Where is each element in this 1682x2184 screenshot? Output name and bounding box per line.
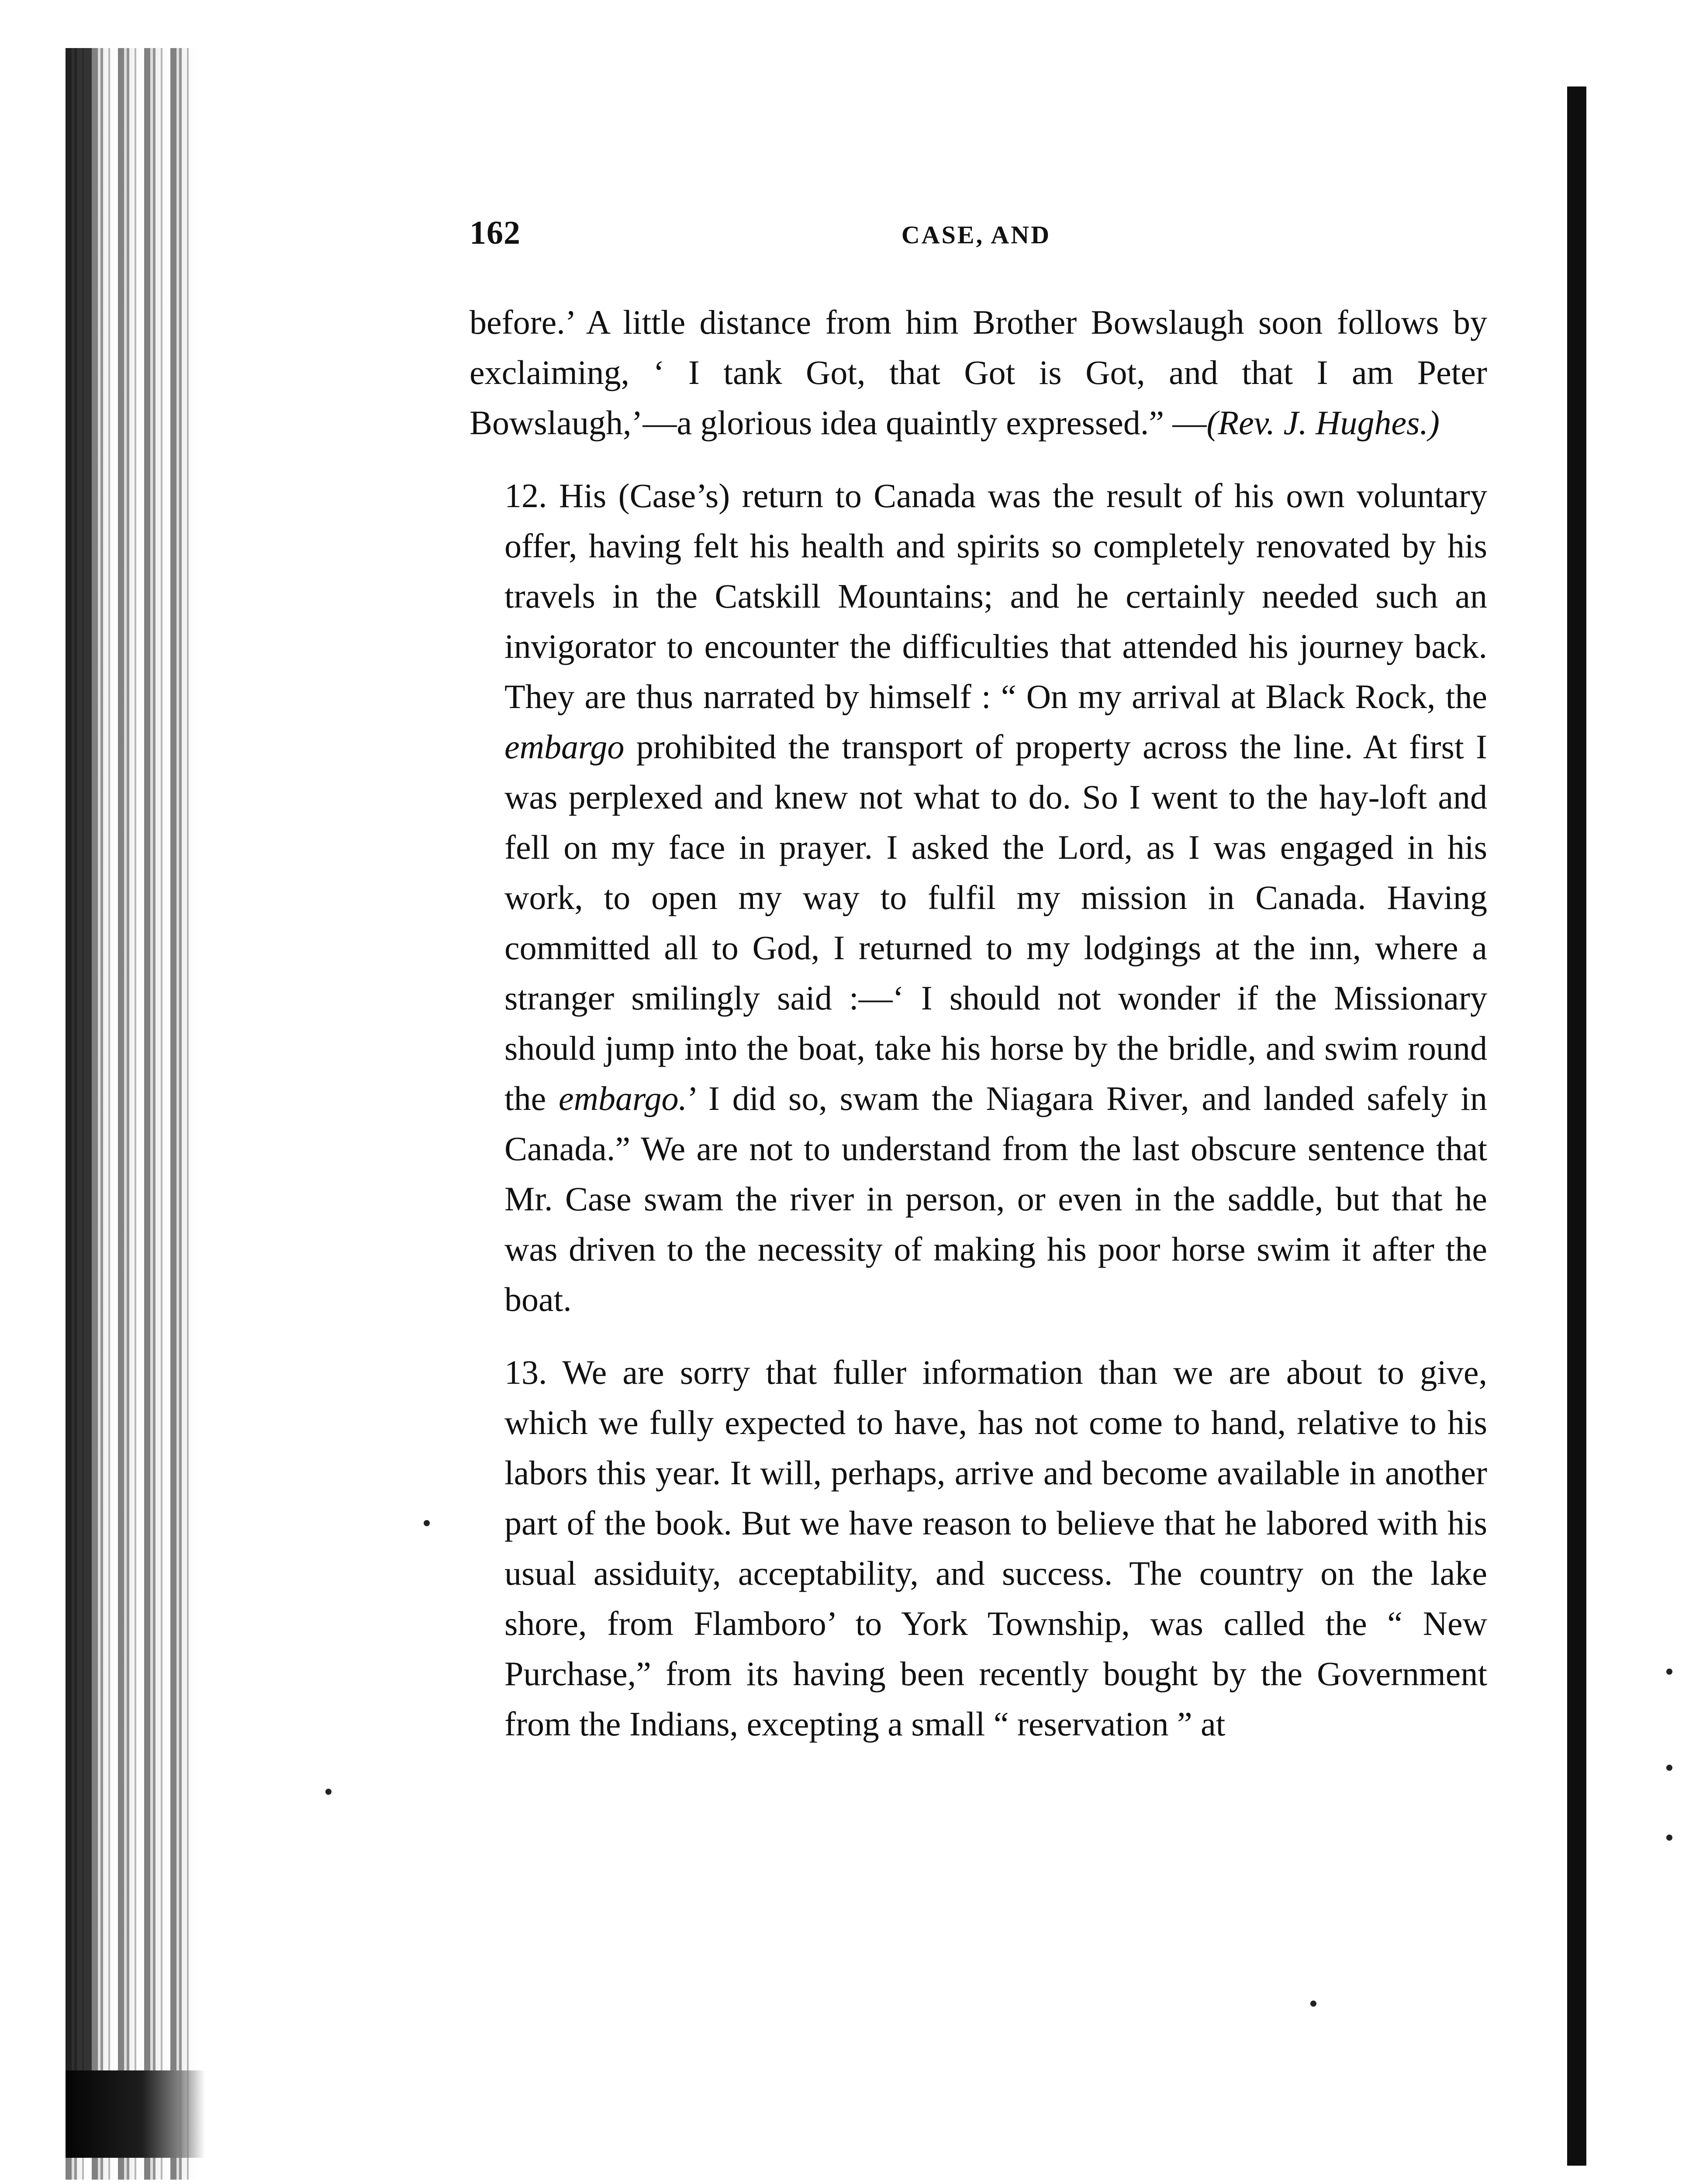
scan-speck — [1666, 1669, 1672, 1675]
running-title: CASE, AND — [901, 221, 1051, 249]
scan-binding-corner — [66, 2070, 205, 2158]
scan-speck — [1666, 1835, 1672, 1841]
paragraph — [470, 470, 1487, 1324]
italic-text-segment: embargo. — [559, 1079, 687, 1117]
italic-text-segment: (Rev. J. Hughes.) — [1206, 404, 1440, 442]
text-segment: prohibited the transport of property across the line. At first I was perplexed and knew not what to do. So I went to the hay-loft and fell on my face in prayer. I asked the Lord, as I was engaged in his work, to open my way to fulfil my mission in Canada. Having committed all to God, I returned to my lodgings at the inn, where a stranger smilingly said :—‘ I should not wonder if the Missionary should jump into the boat, take his horse by the bridle, and swim round the — [504, 728, 1487, 1117]
running-head — [470, 214, 1483, 258]
page-number: 162 — [470, 214, 521, 251]
scan-speck — [1310, 2001, 1316, 2007]
body-text — [470, 297, 1487, 1749]
scan-speck — [1666, 1765, 1672, 1771]
paragraph — [470, 1347, 1487, 1749]
scan-binding-shadow — [66, 48, 92, 2158]
scan-speck — [325, 1789, 332, 1795]
text-segment: 12. His (Case’s) return to Canada was the result of his own voluntary offer, having felt his health and spirits so completely renovated by his travels in the Catskill Mountains; and he certainly needed such an invigorator to encounter the difficulties that attended his journey back. They are thus narrated by himself : “ On my arrival at Black Rock, the — [504, 477, 1487, 715]
text-segment: 13. We are sorry that fuller information than we are about to give, which we fully expected to have, has not come to hand, relative to his labors this year. It will, perhaps, arrive and become available in another part of the book. But we have reason to believe that he labored with his usual assiduity, acceptability, and success. The country on the lake shore, from Flamboro’ to York Township, was called the “ New Purchase,” from its having been recently bought by the Government from the Indians, excepting a small “ reservation ” at — [504, 1353, 1487, 1743]
scan-speck — [424, 1520, 430, 1526]
scan-right-edge-rule — [1567, 86, 1586, 2166]
text-segment: before.’ A little distance from him Brother Bowslaugh soon follows by exclaiming, ‘ I tank Got, that Got is Got, and that I am Peter Bowslaugh,’—a glorious idea quaintly expressed.” — — [470, 303, 1487, 442]
text-segment: ’ I did so, swam the Niagara River, and landed safely in Canada.” We are not to understand from the last obscure sentence that Mr. Case swam the river in person, or even in the saddle, but that he was driven to the necessity of making his poor horse swim it after the boat. — [504, 1079, 1487, 1318]
paragraph — [470, 297, 1487, 448]
italic-text-segment: embargo — [504, 728, 625, 766]
